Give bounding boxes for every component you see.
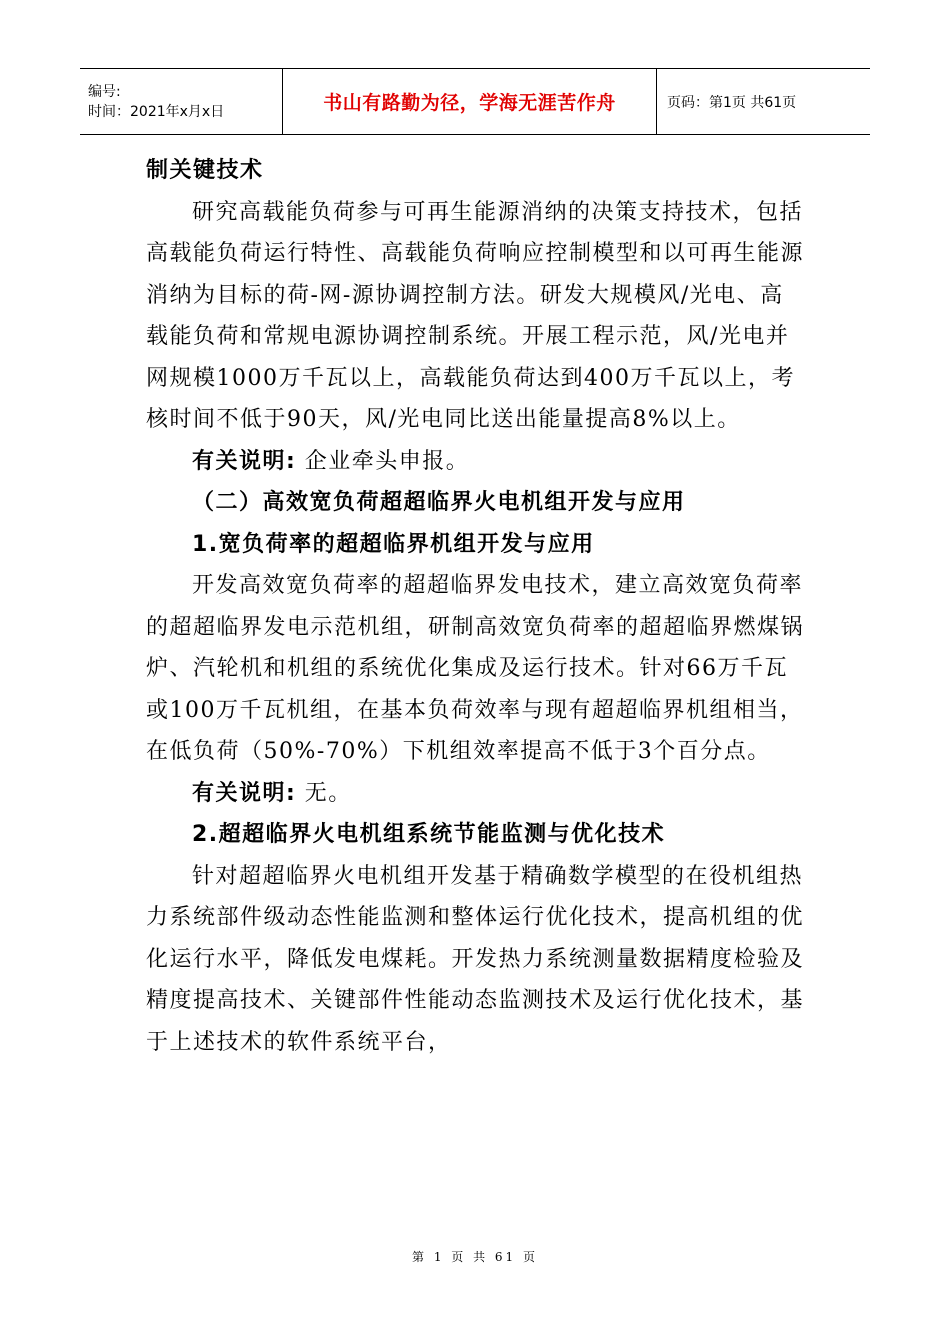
document-body bbox=[146, 150, 806, 1063]
page-footer bbox=[0, 1248, 950, 1265]
section-heading-continued: 制关键技术 bbox=[146, 158, 264, 183]
header-meta bbox=[80, 69, 283, 134]
motto-text: 书山有路勤为径，学海无涯苦作舟 bbox=[323, 92, 616, 114]
paragraph-1: 研究高载能负荷参与可再生能源消纳的决策支持技术，包括高载能负荷运行特性、高载能负荷响应控制模型和以可再生能源消纳为目标的荷-网-源协调控制方法。研发大规模风/光电、高载能负荷和常规电源协调控制系统。开展工程示范，风/光电并网规模1000万千瓦以上，高载能负荷达到400万千瓦以上，考核时间不低于90天，风/光电同比送出能量提高8%以上。 bbox=[146, 199, 805, 432]
subsection-heading-1: 1.宽负荷率的超超临界机组开发与应用 bbox=[192, 531, 595, 557]
note-1-text: 企业牵头申报。 bbox=[296, 448, 470, 474]
footer-page-number: 第 1 页 共 61 页 bbox=[412, 1250, 538, 1264]
note-1 bbox=[146, 441, 806, 483]
header-motto bbox=[283, 69, 657, 134]
paragraph-3: 针对超超临界火电机组开发基于精确数学模型的在役机组热力系统部件级动态性能监测和整体运行优化技术，提高机组的优化运行水平，降低发电煤耗。开发热力系统测量数据精度检验及精度提高技术、关键部件性能动态监测技术及运行优化技术，基于上述技术的软件系统平台， bbox=[146, 863, 805, 1055]
page-header bbox=[80, 68, 870, 135]
paragraph-2: 开发高效宽负荷率的超超临界发电技术，建立高效宽负荷率的超超临界发电示范机组，研制高效宽负荷率的超超临界燃煤锅炉、汽轮机和机组的系统优化集成及运行技术。针对66万千瓦或100万千瓦机组，在基本负荷效率与现有超超临界机组相当，在低负荷（50%-70%）下机组效率提高不低于3个百分点。 bbox=[146, 573, 805, 764]
subsection-heading-2: 2.超超临界火电机组系统节能监测与优化技术 bbox=[192, 822, 666, 847]
note-2-text: 无。 bbox=[296, 780, 352, 806]
date-label: 时间：2021年x月x日 bbox=[88, 103, 225, 120]
note-2-label: 有关说明: bbox=[192, 780, 297, 806]
note-1-label: 有关说明: bbox=[192, 448, 297, 474]
note-2 bbox=[146, 773, 806, 815]
section-heading-2: （二）高效宽负荷超超临界火电机组开发与应用 bbox=[192, 490, 686, 515]
header-page-info bbox=[657, 69, 870, 134]
page-info-text: 页码：第1页 共61页 bbox=[667, 94, 797, 111]
code-label: 编号: bbox=[88, 83, 121, 100]
